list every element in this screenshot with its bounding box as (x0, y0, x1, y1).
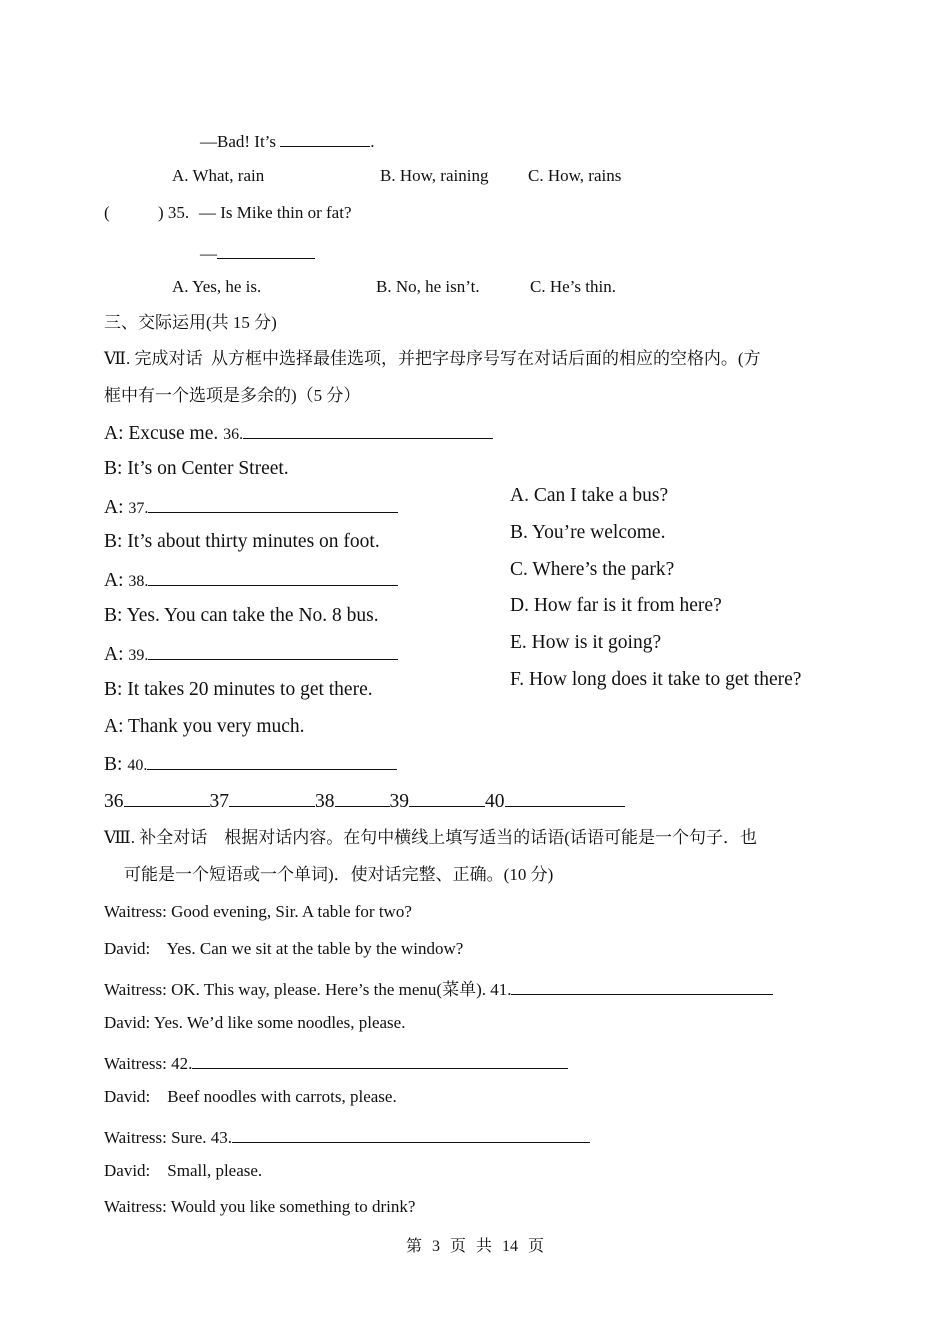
dialogue8-line-43-text: Waitress: Sure. 43. (104, 1128, 232, 1147)
dialogue8-blank-42[interactable] (192, 1050, 568, 1069)
dialogue7-line-6: B: Yes. You can take the No. 8 bus. (104, 605, 379, 626)
answer-line (104, 788, 625, 813)
part7-instruction-line2: 框中有一个选项是多余的)（5 分） (104, 386, 361, 405)
dialogue7-blank-39[interactable] (148, 641, 398, 660)
answer-label-37: 37 (209, 791, 229, 812)
option-c: C. Where’s the park? (510, 559, 675, 580)
q34-option-b: B. How, raining (380, 166, 489, 185)
dialogue7-blank-36[interactable] (243, 420, 493, 439)
dialogue8-line-4: David: Yes. We’d like some noodles, please. (104, 1013, 406, 1032)
option-b: B. You’re welcome. (510, 522, 666, 543)
q35-answer-line (200, 240, 315, 264)
dialogue7-line-8: B: It takes 20 minutes to get there. (104, 679, 373, 700)
dialogue7-blank-40[interactable] (147, 751, 397, 770)
q34-answer-prefix: —Bad! It’s (200, 132, 281, 151)
section3-title: 三、交际运用(共 15 分) (104, 313, 277, 332)
dialogue7-line-39-text: A: (104, 644, 124, 665)
dialogue8-blank-41[interactable] (511, 976, 773, 995)
dialogue8-line-9: Waitress: Would you like something to drink? (104, 1197, 416, 1216)
dialogue7-line-37 (104, 494, 398, 519)
dialogue7-blank-38[interactable] (148, 567, 398, 586)
q34-answer-suffix: . (370, 132, 375, 151)
q35-option-c: C. He’s thin. (530, 277, 616, 296)
dialogue8-line-43 (104, 1124, 590, 1148)
dialogue7-number-38: 38. (128, 573, 149, 590)
answer-blank-38[interactable] (335, 788, 390, 807)
dialogue8-line-1: Waitress: Good evening, Sir. A table for two? (104, 902, 412, 921)
dialogue7-line-4: B: It’s about thirty minutes on foot. (104, 531, 380, 552)
dialogue7-number-37: 37. (128, 500, 149, 517)
option-d: D. How far is it from here? (510, 595, 722, 616)
dialogue7-line-37-text: A: (104, 497, 124, 518)
part8-instruction-line2: 可能是一个短语或一个单词)．使对话完整、正确。(10 分) (124, 865, 554, 884)
q34-option-c: C. How, rains (528, 166, 622, 185)
q35-option-a: A. Yes, he is. (172, 277, 262, 296)
answer-blank-36[interactable] (124, 788, 210, 807)
q35-question: — Is Mike thin or fat? (199, 203, 352, 222)
dialogue7-blank-37[interactable] (148, 494, 398, 513)
dialogue7-line-2: B: It’s on Center Street. (104, 458, 289, 479)
q34-option-a: A. What, rain (172, 166, 265, 185)
answer-label-40: 40 (485, 791, 505, 812)
dialogue8-line-41 (104, 976, 773, 1000)
q34-answer-blank[interactable] (280, 128, 370, 147)
answer-label-38: 38 (315, 791, 335, 812)
dialogue8-line-2: David: Yes. Can we sit at the table by the window? (104, 939, 464, 958)
dialogue8-line-42 (104, 1050, 568, 1074)
answer-label-36: 36 (104, 791, 124, 812)
q35-answer-prefix: — (200, 244, 217, 263)
part7-instruction-line1: Ⅶ. 完成对话 从方框中选择最佳选项，并把字母序号写在对话后面的相应的空格内。(方 (104, 349, 761, 368)
dialogue7-line-9: A: Thank you very much. (104, 716, 305, 737)
page-footer: 第 3 页 共 14 页 (405, 1238, 544, 1255)
q35-answer-blank[interactable] (217, 240, 315, 259)
dialogue7-line-38-text: A: (104, 570, 124, 591)
dialogue7-line-39 (104, 641, 398, 666)
answer-label-39: 39 (389, 791, 409, 812)
q35-option-b: B. No, he isn’t. (376, 277, 480, 296)
dialogue8-blank-43[interactable] (232, 1124, 590, 1143)
dialogue7-number-40: 40. (127, 757, 148, 774)
dialogue8-line-6: David: Beef noodles with carrots, please. (104, 1087, 397, 1106)
answer-blank-37[interactable] (229, 788, 315, 807)
dialogue7-line-40 (104, 751, 397, 776)
option-e: E. How is it going? (510, 632, 662, 653)
answer-blank-40[interactable] (505, 788, 625, 807)
q35-paren-open: ( (104, 203, 110, 222)
answer-blank-39[interactable] (409, 788, 485, 807)
dialogue7-line-36-text: A: Excuse me. (104, 423, 219, 444)
dialogue8-line-42-text: Waitress: 42. (104, 1054, 193, 1073)
part8-instruction-line1: Ⅷ. 补全对话 根据对话内容。在句中横线上填写适当的话语(话语可能是一个句子．也 (104, 828, 757, 847)
dialogue8-line-8: David: Small, please. (104, 1161, 263, 1180)
q35-number: ) 35. (158, 203, 190, 222)
option-f: F. How long does it take to get there? (510, 669, 802, 690)
dialogue7-number-39: 39. (128, 647, 149, 664)
dialogue8-line-41-text: Waitress: OK. This way, please. Here’s the menu(菜单). 41. (104, 980, 512, 999)
option-a: A. Can I take a bus? (510, 485, 669, 506)
dialogue7-line-40-text: B: (104, 754, 123, 775)
dialogue7-line-38 (104, 567, 398, 592)
dialogue7-number-36: 36. (223, 426, 244, 443)
q34-answer-line (200, 128, 375, 152)
dialogue7-line-36 (104, 420, 493, 445)
